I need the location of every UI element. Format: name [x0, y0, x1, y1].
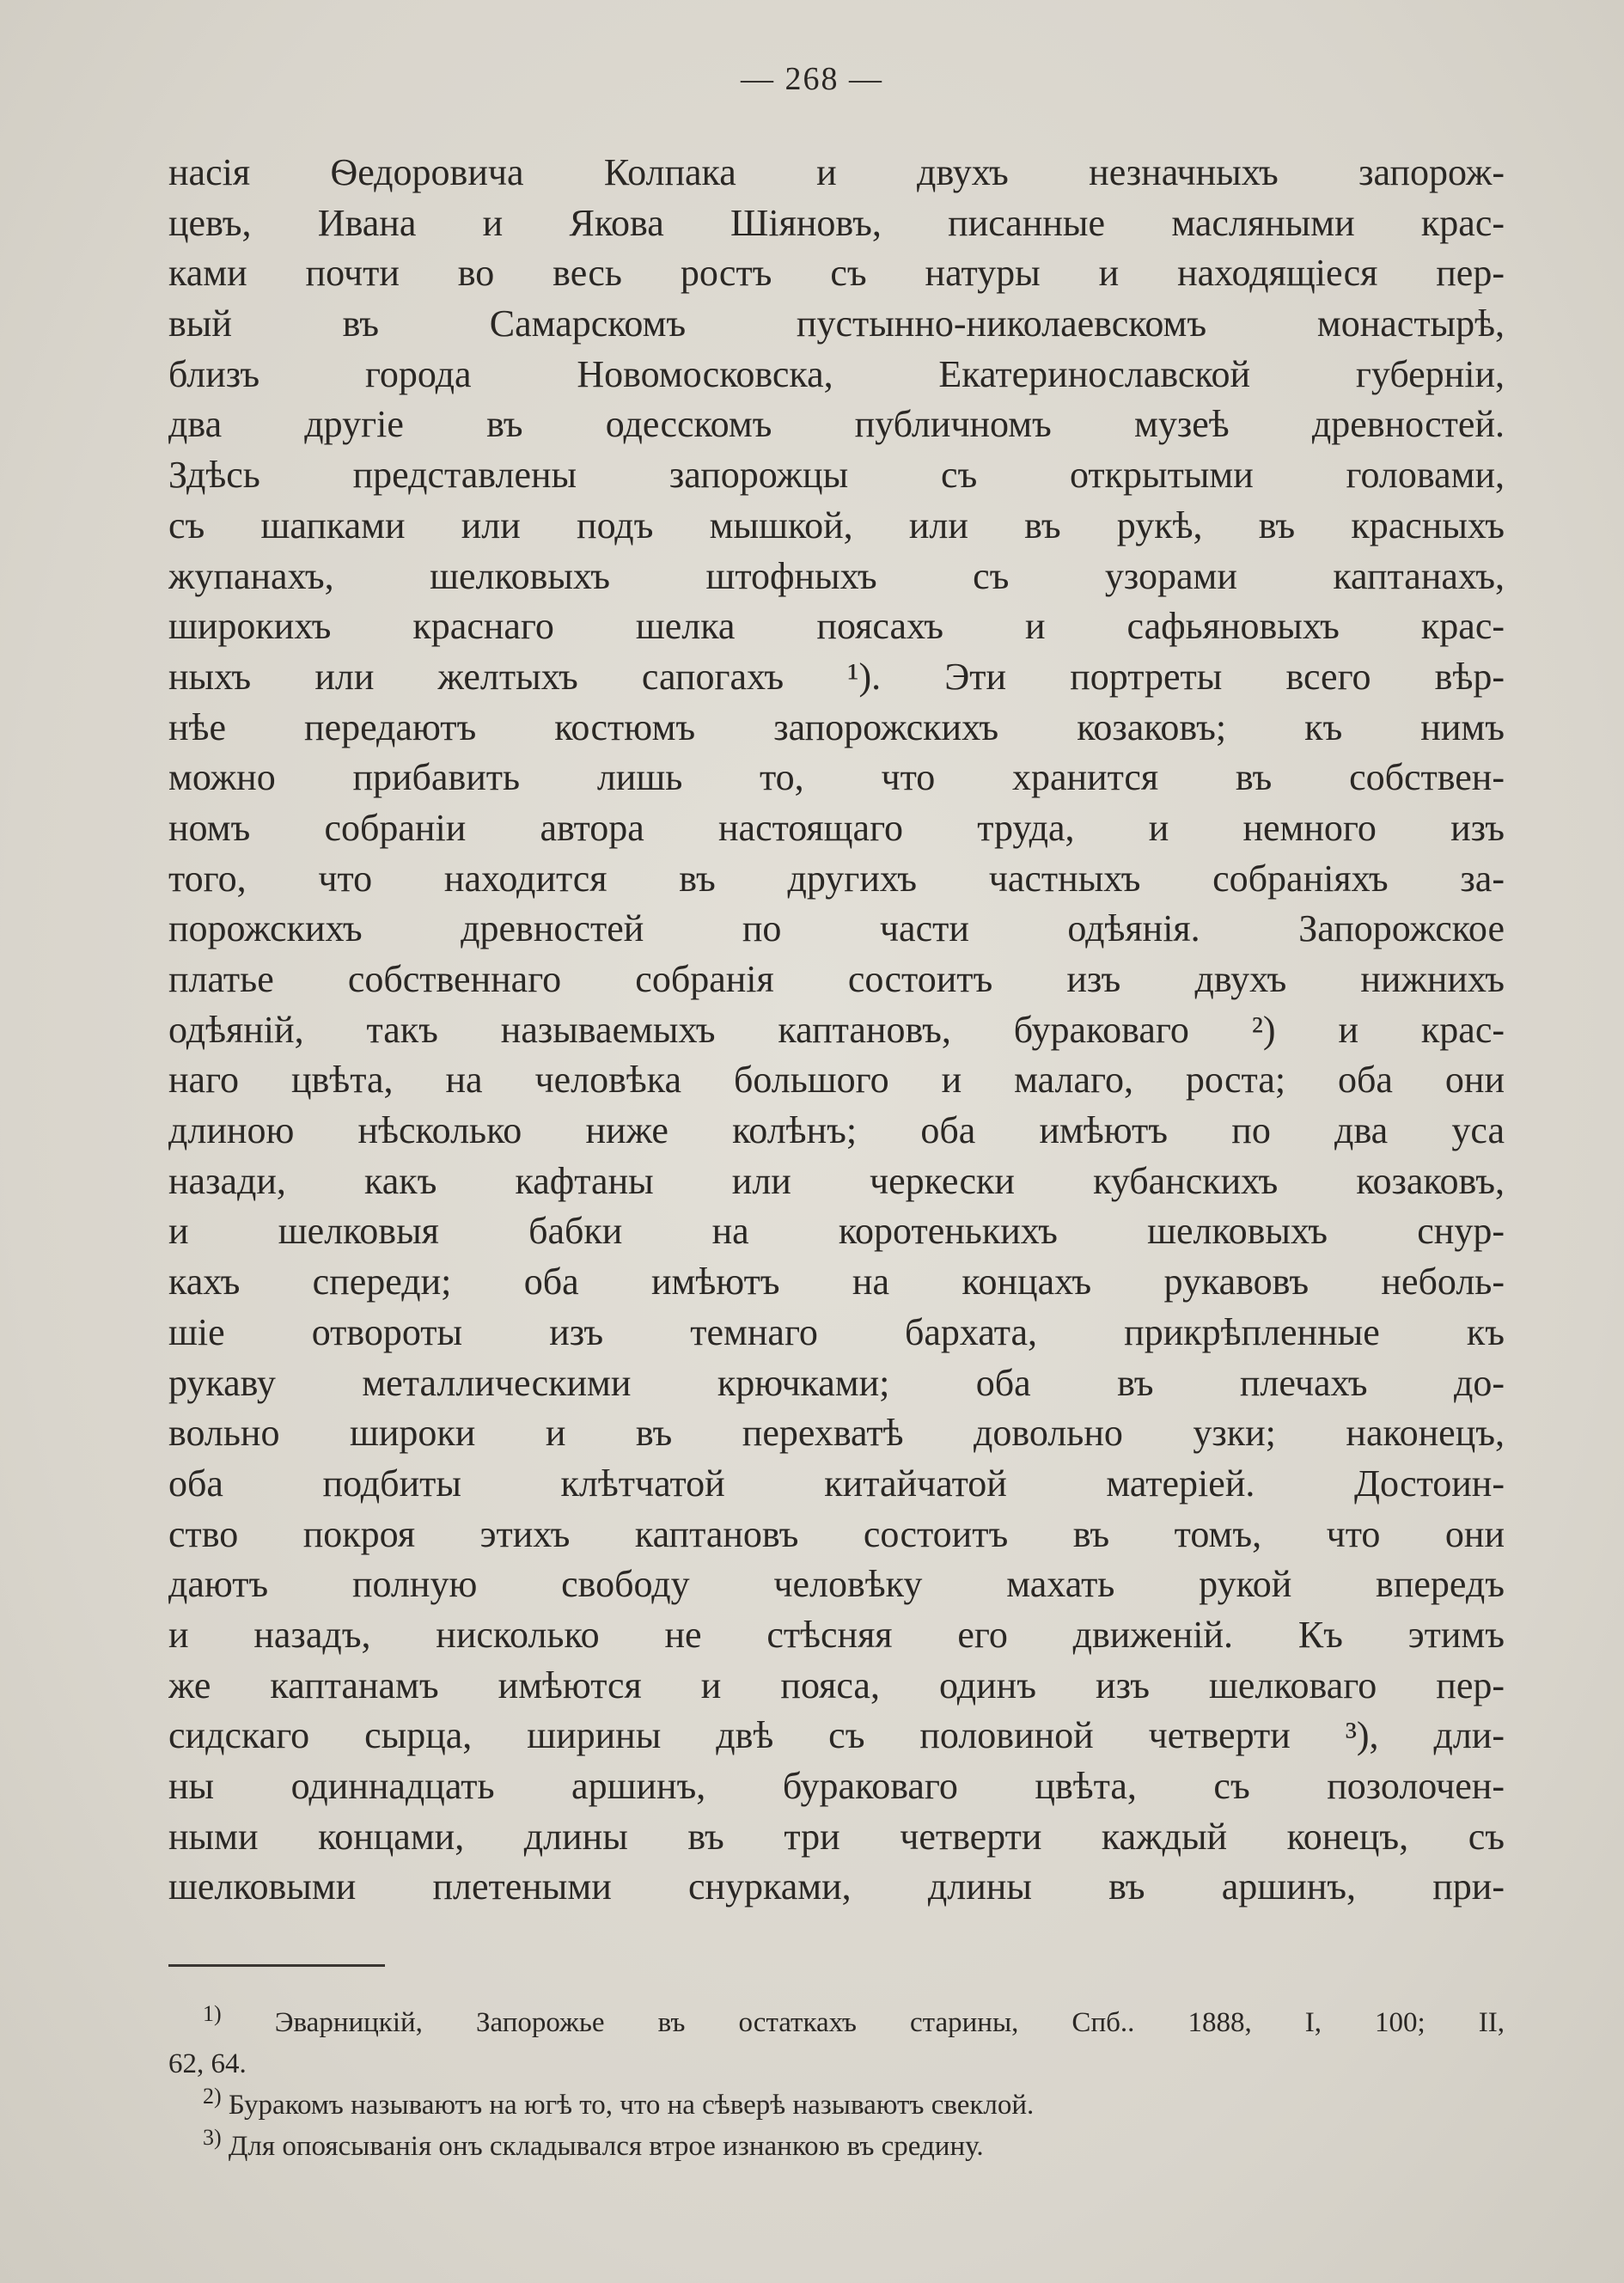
footnote-1-continued: 62, 64.: [168, 2048, 247, 2079]
body-line: нѣе передаютъ костюмъ запорожскихъ козаковъ; къ нимъ: [168, 705, 1505, 748]
body-line: жупанахъ, шелковыхъ штофныхъ съ узорами каптанахъ,: [168, 554, 1505, 597]
body-line: вольно широки и въ перехватѣ довольно узки; наконецъ,: [168, 1412, 1505, 1455]
body-line: и шелковыя бабки на коротенькихъ шелковыхъ снур-: [168, 1210, 1505, 1253]
body-line: кахъ спереди; оба имѣютъ на концахъ рукавовъ неболь-: [168, 1261, 1505, 1303]
body-line: рукаву металлическими крючками; оба въ плечахъ до-: [168, 1361, 1505, 1404]
footnote-text: Буракомъ называютъ на югѣ то, что на сѣверѣ называютъ свеклой.: [228, 2090, 1035, 2121]
footnote-text: Для опоясыванія онъ складывался втрое изнанкою въ средину.: [228, 2131, 984, 2162]
body-line: насія Ѳедоровича Колпака и двухъ незначныхъ запорож-: [168, 151, 1505, 193]
body-line: можно прибавить лишь то, что хранится въ собствен-: [168, 756, 1505, 799]
footnote-divider: [168, 1964, 385, 1967]
body-line: съ шапками или подъ мышкой, или въ рукѣ, въ красныхъ: [168, 504, 1505, 546]
body-line: ками почти во весь ростъ съ натуры и находящіеся пер-: [168, 252, 1505, 295]
body-line: длиною нѣсколько ниже колѣнъ; оба имѣютъ по два уса: [168, 1109, 1505, 1152]
body-line: порожскихъ древностей по части одѣянія. Запорожское: [168, 907, 1505, 950]
body-line: Здѣсь представлены запорожцы съ открытыми головами,: [168, 454, 1505, 497]
body-line: близъ города Новомосковска, Екатеринославской губерніи,: [168, 352, 1505, 395]
body-line: сидскаго сырца, ширины двѣ съ половиной четверти ³), дли-: [168, 1714, 1505, 1757]
body-line: вый въ Самарскомъ пустынно-николаевскомъ монастырѣ,: [168, 302, 1505, 345]
body-line: ными концами, длины въ три четверти каждый конецъ, съ: [168, 1815, 1505, 1858]
body-line: шелковыми плетеными снурками, длины въ аршинъ, при-: [168, 1865, 1505, 1908]
body-line: оба подбиты клѣтчатой китайчатой матеріей. Достоин-: [168, 1462, 1505, 1505]
body-line: даютъ полную свободу человѣку махать рукой впередъ: [168, 1563, 1505, 1606]
footnote-1: [168, 2002, 1505, 2043]
body-line: ство покроя этихъ каптановъ состоитъ въ томъ, что они: [168, 1512, 1505, 1555]
body-line: того, что находится въ другихъ частныхъ собраніяхъ за-: [168, 857, 1505, 900]
body-line: шіе отвороты изъ темнаго бархата, прикрѣпленные къ: [168, 1310, 1505, 1353]
page-number: — 268 —: [741, 61, 883, 97]
footnote-marker: 3): [203, 2126, 222, 2150]
body-line: цевъ, Ивана и Якова Шіяновъ, писанные масляными крас-: [168, 201, 1505, 244]
body-line: два другіе въ одесскомъ публичномъ музеѣ древностей.: [168, 403, 1505, 446]
body-line: платье собственнаго собранія состоитъ изъ двухъ нижнихъ: [168, 958, 1505, 1000]
footnote-3: [168, 2126, 1505, 2167]
body-line: назади, какъ кафтаны или черкески кубанскихъ козаковъ,: [168, 1159, 1505, 1202]
body-line: наго цвѣта, на человѣка большого и малаго, роста; оба они: [168, 1059, 1505, 1102]
footnote-text: Эварницкій, Запорожье въ остаткахъ старины, Спб.. 1888, I, 100; II,: [274, 2007, 1505, 2038]
footnote-2: [168, 2085, 1505, 2126]
body-line: ны одиннадцать аршинъ, бураковаго цвѣта, съ позолочен-: [168, 1765, 1505, 1807]
body-line: номъ собраніи автора настоящаго труда, и немного изъ: [168, 806, 1505, 849]
body-line: одѣяній, такъ называемыхъ каптановъ, бураковаго ²) и крас-: [168, 1008, 1505, 1051]
body-line: же каптанамъ имѣются и пояса, одинъ изъ шелковаго пер-: [168, 1663, 1505, 1706]
body-line: широкихъ краснаго шелка поясахъ и сафьяновыхъ крас-: [168, 605, 1505, 648]
body-line: ныхъ или желтыхъ сапогахъ ¹). Эти портреты всего вѣр-: [168, 655, 1505, 698]
footnote-marker: 2): [203, 2085, 222, 2109]
body-line: и назадъ, нисколько не стѣсняя его движеній. Къ этимъ: [168, 1613, 1505, 1656]
footnote-marker: 1): [203, 2002, 222, 2026]
body-text: [168, 148, 1505, 1913]
footnotes: [168, 2002, 1505, 2167]
